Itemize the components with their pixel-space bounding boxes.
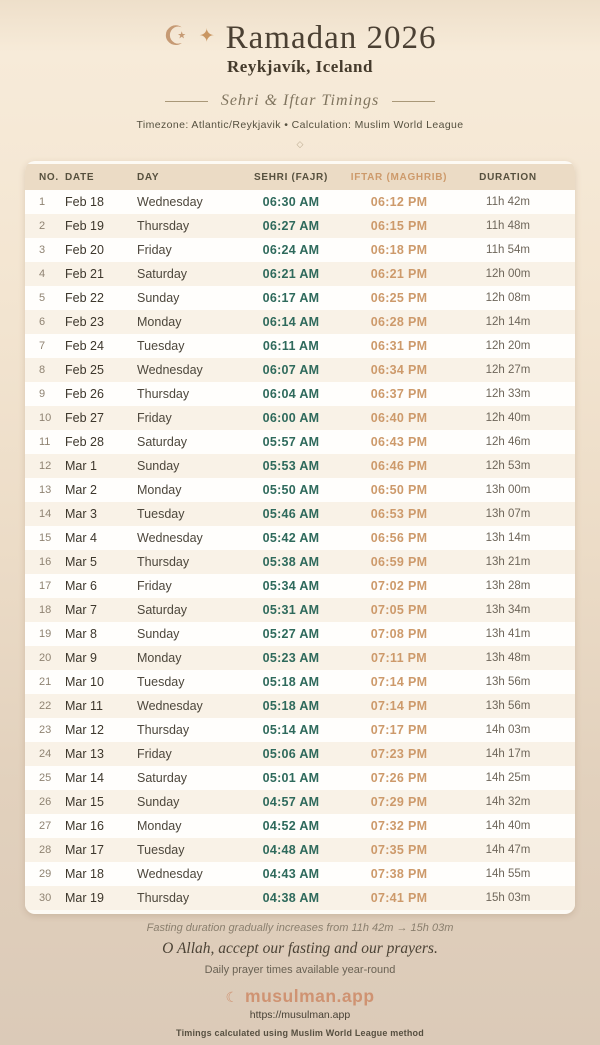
row-date: Mar 2: [65, 483, 97, 497]
row-iftar-time: 07:11 PM: [371, 651, 427, 665]
column-header-day: DAY: [137, 171, 160, 183]
table-body: [25, 190, 575, 910]
row-sehri-time: 06:14 AM: [262, 315, 320, 329]
subtitle-row: [0, 92, 600, 110]
row-date: Feb 18: [65, 195, 104, 209]
row-date: Mar 1: [65, 459, 97, 473]
row-date: Feb 20: [65, 243, 104, 257]
crescent-star-icon: ☪: [163, 21, 188, 51]
row-day: Sunday: [137, 459, 180, 473]
table-row: [25, 454, 575, 478]
row-day: Sunday: [137, 795, 180, 809]
row-duration: 14h 55m: [485, 868, 531, 880]
row-number: 11: [39, 436, 51, 448]
row-iftar-time: 06:56 PM: [370, 531, 428, 545]
row-date: Mar 15: [65, 795, 104, 809]
row-sehri-time: 06:07 AM: [262, 363, 320, 377]
row-date: Feb 21: [65, 267, 104, 281]
row-sehri-time: 04:52 AM: [262, 819, 320, 833]
table-row: [25, 502, 575, 526]
row-sehri-time: 05:27 AM: [262, 627, 320, 641]
row-sehri-time: 05:53 AM: [262, 459, 320, 473]
row-sehri-time: 05:57 AM: [262, 435, 320, 449]
row-duration: 14h 25m: [485, 772, 531, 784]
row-day: Tuesday: [137, 339, 185, 353]
row-day: Friday: [137, 579, 172, 593]
row-duration: 11h 54m: [486, 244, 530, 256]
row-iftar-time: 06:12 PM: [370, 195, 428, 209]
row-sehri-time: 05:50 AM: [262, 483, 320, 497]
row-day: Sunday: [137, 291, 180, 305]
table-row: [25, 382, 575, 406]
row-duration: 13h 14m: [485, 532, 531, 544]
table-row: [25, 646, 575, 670]
row-date: Feb 27: [65, 411, 104, 425]
row-iftar-time: 06:34 PM: [370, 363, 428, 377]
row-iftar-time: 07:23 PM: [370, 747, 428, 761]
row-number: 5: [39, 292, 46, 304]
row-sehri-time: 05:42 AM: [262, 531, 320, 545]
row-date: Mar 4: [65, 531, 97, 545]
fasting-duration-note: Fasting duration gradually increases from 11h 42m → 15h 03m: [146, 922, 454, 934]
table-header-row: [25, 164, 575, 190]
column-header-no: NO.: [39, 171, 59, 183]
table-row: [25, 214, 575, 238]
row-duration: 12h 27m: [485, 364, 531, 376]
diamond-ornament-icon: ◇: [296, 139, 304, 149]
table-row: [25, 862, 575, 886]
row-iftar-time: 07:05 PM: [370, 603, 428, 617]
row-number: 3: [39, 244, 46, 256]
row-iftar-time: 07:26 PM: [370, 771, 428, 785]
row-sehri-time: 05:01 AM: [262, 771, 320, 785]
calculation-method-note: Timings calculated using Muslim World League method: [176, 1028, 424, 1038]
row-duration: 13h 07m: [485, 508, 531, 520]
table-row: [25, 574, 575, 598]
row-iftar-time: 07:29 PM: [370, 795, 428, 809]
row-iftar-time: 07:35 PM: [370, 843, 428, 857]
row-day: Thursday: [137, 555, 190, 569]
row-number: 18: [39, 604, 52, 616]
row-sehri-time: 05:23 AM: [262, 651, 320, 665]
table-row: [25, 430, 575, 454]
row-date: Mar 7: [65, 603, 97, 617]
row-sehri-time: 05:18 AM: [262, 675, 320, 689]
table-row: [25, 310, 575, 334]
row-iftar-time: 06:37 PM: [370, 387, 428, 401]
row-duration: 13h 48m: [485, 652, 531, 664]
row-day: Tuesday: [137, 675, 185, 689]
row-number: 2: [39, 220, 46, 232]
row-number: 26: [39, 796, 52, 808]
row-date: Feb 24: [65, 339, 104, 353]
row-iftar-time: 07:08 PM: [370, 627, 428, 641]
row-duration: 12h 08m: [485, 292, 531, 304]
row-day: Tuesday: [137, 507, 185, 521]
row-iftar-time: 07:38 PM: [370, 867, 428, 881]
table-row: [25, 622, 575, 646]
row-duration: 14h 40m: [485, 820, 531, 832]
row-duration: 13h 21m: [485, 556, 531, 568]
table-row: [25, 814, 575, 838]
row-duration: 13h 34m: [485, 604, 531, 616]
row-sehri-time: 06:24 AM: [262, 243, 320, 257]
row-date: Mar 18: [65, 867, 104, 881]
row-number: 19: [39, 628, 52, 640]
table-row: [25, 478, 575, 502]
row-number: 14: [39, 508, 52, 520]
row-duration: 13h 56m: [485, 700, 531, 712]
dua-text: O Allah, accept our fasting and our prayers.: [162, 940, 438, 957]
row-sehri-time: 04:48 AM: [262, 843, 320, 857]
row-day: Wednesday: [137, 531, 203, 545]
row-sehri-time: 05:14 AM: [262, 723, 320, 737]
row-day: Wednesday: [137, 699, 203, 713]
row-iftar-time: 07:41 PM: [370, 891, 428, 905]
row-day: Friday: [137, 411, 172, 425]
table-row: [25, 886, 575, 910]
row-iftar-time: 06:43 PM: [370, 435, 428, 449]
row-date: Mar 11: [65, 699, 103, 713]
row-duration: 13h 56m: [485, 676, 531, 688]
availability-note: Daily prayer times available year-round: [204, 964, 396, 976]
timezone-calculation-meta: Timezone: Atlantic/Reykjavik • Calculation: Muslim World League: [136, 119, 464, 131]
row-sehri-time: 04:57 AM: [262, 795, 320, 809]
row-iftar-time: 06:15 PM: [370, 219, 428, 233]
row-number: 13: [39, 484, 52, 496]
row-date: Mar 5: [65, 555, 97, 569]
row-iftar-time: 07:32 PM: [370, 819, 428, 833]
row-sehri-time: 06:21 AM: [262, 267, 320, 281]
row-iftar-time: 06:46 PM: [370, 459, 428, 473]
row-number: 24: [39, 748, 52, 760]
row-iftar-time: 06:31 PM: [370, 339, 428, 353]
row-duration: 14h 17m: [485, 748, 531, 760]
row-number: 29: [39, 868, 52, 880]
row-day: Monday: [137, 819, 182, 833]
divider-line-right: [392, 101, 435, 102]
row-iftar-time: 06:53 PM: [370, 507, 428, 521]
row-duration: 12h 00m: [485, 268, 531, 280]
row-number: 6: [39, 316, 46, 328]
brand-name: musulman.app: [245, 986, 375, 1006]
row-iftar-time: 07:14 PM: [370, 699, 428, 713]
page-title: Ramadan 2026: [225, 20, 437, 56]
row-date: Mar 12: [65, 723, 104, 737]
row-day: Wednesday: [137, 195, 203, 209]
row-number: 15: [39, 532, 52, 544]
row-iftar-time: 06:40 PM: [370, 411, 428, 425]
timings-subtitle: Sehri & Iftar Timings: [220, 92, 380, 109]
row-date: Mar 8: [65, 627, 97, 641]
row-sehri-time: 04:43 AM: [262, 867, 320, 881]
row-iftar-time: 07:17 PM: [370, 723, 428, 737]
row-number: 8: [39, 364, 46, 376]
row-day: Monday: [137, 651, 182, 665]
column-header-duration: DURATION: [479, 171, 537, 183]
row-duration: 13h 28m: [485, 580, 531, 592]
row-date: Mar 13: [65, 747, 104, 761]
row-day: Saturday: [137, 267, 188, 281]
row-day: Wednesday: [137, 363, 203, 377]
row-number: 10: [39, 412, 52, 424]
row-number: 4: [39, 268, 46, 280]
row-date: Mar 14: [65, 771, 104, 785]
row-number: 16: [39, 556, 52, 568]
table-row: [25, 838, 575, 862]
row-date: Mar 6: [65, 579, 97, 593]
row-number: 27: [39, 820, 52, 832]
row-day: Monday: [137, 315, 182, 329]
row-number: 25: [39, 772, 52, 784]
row-day: Tuesday: [137, 843, 185, 857]
row-day: Friday: [137, 747, 172, 761]
row-duration: 14h 47m: [485, 844, 531, 856]
row-duration: 11h 48m: [486, 220, 530, 232]
divider-line-left: [165, 101, 208, 102]
table-row: [25, 526, 575, 550]
row-day: Saturday: [137, 771, 188, 785]
row-sehri-time: 05:06 AM: [262, 747, 320, 761]
table-row: [25, 694, 575, 718]
row-duration: 13h 41m: [485, 628, 531, 640]
row-duration: 12h 33m: [485, 388, 531, 400]
row-duration: 12h 53m: [485, 460, 531, 472]
table-row: [25, 598, 575, 622]
row-date: Mar 19: [65, 891, 104, 905]
row-sehri-time: 05:38 AM: [262, 555, 320, 569]
table-row: [25, 286, 575, 310]
row-day: Saturday: [137, 435, 188, 449]
row-sehri-time: 05:18 AM: [262, 699, 320, 713]
row-date: Mar 10: [65, 675, 104, 689]
table-row: [25, 550, 575, 574]
row-day: Sunday: [137, 627, 180, 641]
row-sehri-time: 05:31 AM: [262, 603, 320, 617]
timetable-card: [25, 161, 575, 914]
row-duration: 12h 20m: [485, 340, 531, 352]
title-row: [0, 0, 600, 55]
row-date: Mar 9: [65, 651, 97, 665]
row-sehri-time: 04:38 AM: [262, 891, 320, 905]
table-row: [25, 718, 575, 742]
row-sehri-time: 06:17 AM: [262, 291, 320, 305]
row-date: Feb 19: [65, 219, 104, 233]
table-row: [25, 790, 575, 814]
row-number: 23: [39, 724, 52, 736]
table-row: [25, 238, 575, 262]
row-iftar-time: 06:50 PM: [370, 483, 428, 497]
row-iftar-time: 06:59 PM: [370, 555, 428, 569]
row-day: Thursday: [137, 219, 190, 233]
row-duration: 14h 32m: [485, 796, 531, 808]
row-date: Mar 16: [65, 819, 104, 833]
row-day: Saturday: [137, 603, 188, 617]
row-date: Feb 25: [65, 363, 104, 377]
row-duration: 12h 46m: [485, 436, 531, 448]
row-date: Mar 3: [65, 507, 97, 521]
row-number: 1: [39, 196, 46, 208]
row-duration: 12h 14m: [485, 316, 531, 328]
row-number: 21: [39, 676, 52, 688]
row-number: 9: [39, 388, 46, 400]
row-date: Feb 22: [65, 291, 104, 305]
row-iftar-time: 07:02 PM: [370, 579, 428, 593]
row-day: Thursday: [137, 891, 190, 905]
row-sehri-time: 06:04 AM: [262, 387, 320, 401]
row-date: Mar 17: [65, 843, 104, 857]
row-iftar-time: 06:18 PM: [370, 243, 428, 257]
row-date: Feb 23: [65, 315, 104, 329]
row-sehri-time: 06:11 AM: [262, 339, 320, 353]
table-row: [25, 334, 575, 358]
row-duration: 15h 03m: [485, 892, 531, 904]
column-header-sehri: SEHRI (FAJR): [254, 171, 328, 183]
row-number: 28: [39, 844, 52, 856]
row-number: 12: [39, 460, 52, 472]
location-subtitle: Reykjavík, Iceland: [227, 57, 373, 76]
table-row: [25, 766, 575, 790]
row-duration: 13h 00m: [485, 484, 531, 496]
row-date: Feb 28: [65, 435, 104, 449]
row-duration: 12h 40m: [485, 412, 531, 424]
row-number: 20: [39, 652, 52, 664]
row-number: 22: [39, 700, 52, 712]
sparkle-icon: ✦: [198, 26, 215, 47]
row-date: Feb 26: [65, 387, 104, 401]
row-sehri-time: 06:27 AM: [262, 219, 320, 233]
row-sehri-time: 05:34 AM: [262, 579, 320, 593]
row-day: Thursday: [137, 723, 190, 737]
column-header-date: DATE: [65, 171, 95, 183]
row-duration: 11h 42m: [486, 196, 530, 208]
row-sehri-time: 06:30 AM: [262, 195, 320, 209]
row-iftar-time: 06:25 PM: [370, 291, 428, 305]
table-row: [25, 358, 575, 382]
row-day: Thursday: [137, 387, 190, 401]
row-day: Friday: [137, 243, 172, 257]
row-number: 7: [39, 340, 46, 352]
row-duration: 14h 03m: [485, 724, 531, 736]
row-number: 30: [39, 892, 52, 904]
row-sehri-time: 06:00 AM: [262, 411, 320, 425]
brand-crescent-icon: ☾: [225, 989, 239, 1005]
table-row: [25, 190, 575, 214]
brand-row: [0, 986, 600, 1007]
row-day: Monday: [137, 483, 182, 497]
row-sehri-time: 05:46 AM: [262, 507, 320, 521]
table-row: [25, 262, 575, 286]
brand-url-link[interactable]: https://musulman.app: [249, 1009, 351, 1021]
row-day: Wednesday: [137, 867, 203, 881]
table-row: [25, 742, 575, 766]
row-iftar-time: 07:14 PM: [370, 675, 428, 689]
table-row: [25, 406, 575, 430]
row-iftar-time: 06:21 PM: [370, 267, 428, 281]
table-row: [25, 670, 575, 694]
row-iftar-time: 06:28 PM: [370, 315, 428, 329]
row-number: 17: [39, 580, 52, 592]
column-header-iftar: IFTAR (MAGHRIB): [350, 171, 448, 183]
